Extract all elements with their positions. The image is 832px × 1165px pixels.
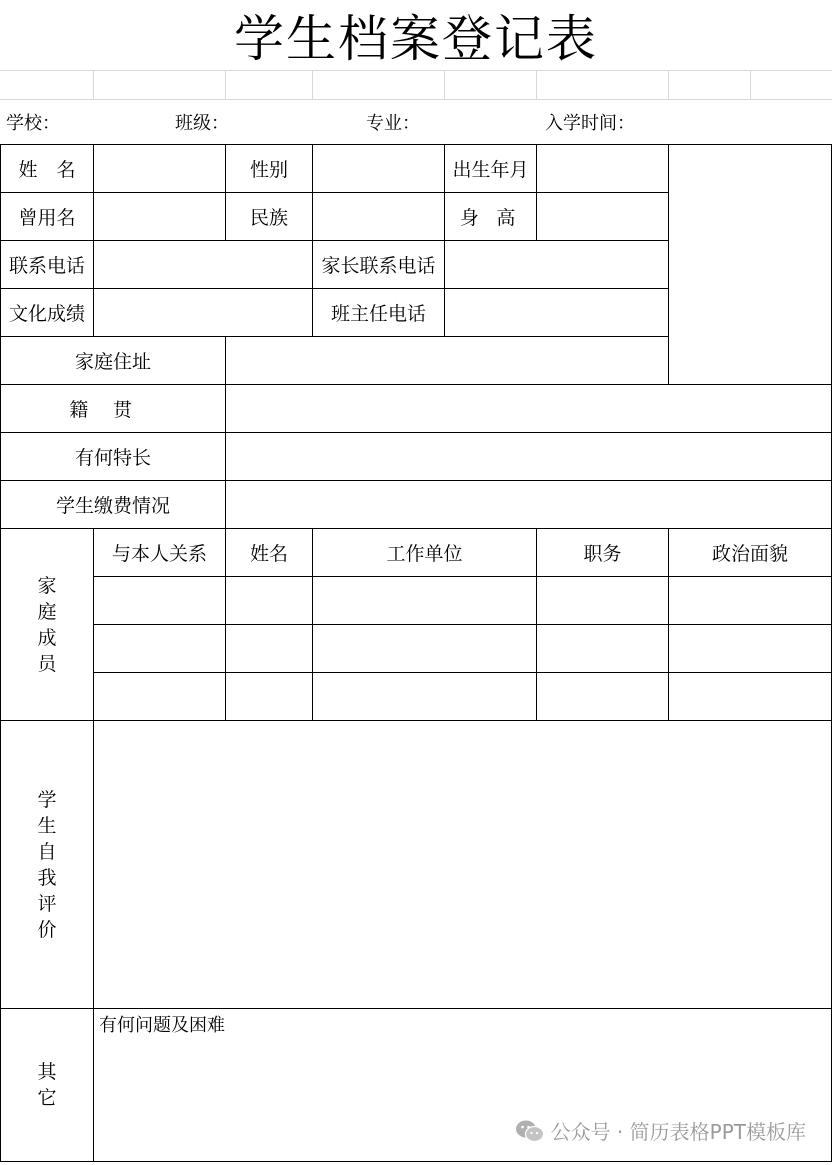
other-label: 其它	[1, 1009, 94, 1162]
family-cell[interactable]	[226, 577, 313, 625]
address-label: 家庭住址	[1, 337, 226, 385]
other-prompt: 有何问题及困难	[99, 1015, 225, 1036]
specialty-label: 有何特长	[1, 433, 226, 481]
enroll-date-label: 入学时间：	[545, 113, 635, 134]
family-cell[interactable]	[94, 673, 226, 721]
specialty-field[interactable]	[226, 433, 832, 481]
school-label: 学校：	[6, 113, 60, 134]
birth-label: 出生年月	[445, 145, 537, 193]
wechat-icon	[515, 1119, 545, 1143]
ethnicity-label: 民族	[226, 193, 313, 241]
teacher-phone-label: 班主任电话	[313, 289, 445, 337]
watermark: 公众号 · 简历表格PPT模板库	[515, 1116, 806, 1145]
class-label: 班级：	[175, 113, 229, 134]
spacer-grid-row	[0, 70, 832, 100]
family-header-name: 姓名	[226, 529, 313, 577]
family-header-position: 职务	[537, 529, 669, 577]
native-place-label: 籍贯	[1, 385, 226, 433]
height-label: 身 高	[445, 193, 537, 241]
family-cell[interactable]	[313, 673, 537, 721]
name-label: 姓 名	[1, 145, 94, 193]
major-label: 专业：	[366, 113, 420, 134]
family-header-employer: 工作单位	[313, 529, 537, 577]
teacher-phone-field[interactable]	[445, 289, 669, 337]
former-name-label: 曾用名	[1, 193, 94, 241]
self-eval-label: 学生自我评价	[1, 721, 94, 1009]
name-field[interactable]	[94, 145, 226, 193]
family-label: 家庭成员	[1, 529, 94, 721]
phone-field[interactable]	[94, 241, 313, 289]
family-cell[interactable]	[313, 625, 537, 673]
former-name-field[interactable]	[94, 193, 226, 241]
family-header-political: 政治面貌	[669, 529, 832, 577]
family-cell[interactable]	[94, 625, 226, 673]
registration-form-table	[0, 144, 832, 1162]
fees-label: 学生缴费情况	[1, 481, 226, 529]
family-cell[interactable]	[669, 673, 832, 721]
photo-box[interactable]	[669, 145, 832, 385]
family-cell[interactable]	[313, 577, 537, 625]
fees-field[interactable]	[226, 481, 832, 529]
family-cell[interactable]	[537, 625, 669, 673]
family-cell[interactable]	[226, 673, 313, 721]
parent-phone-label: 家长联系电话	[313, 241, 445, 289]
native-place-field[interactable]	[226, 385, 832, 433]
family-cell[interactable]	[537, 577, 669, 625]
family-cell[interactable]	[669, 625, 832, 673]
family-cell[interactable]	[94, 577, 226, 625]
grades-label: 文化成绩	[1, 289, 94, 337]
address-field[interactable]	[226, 337, 669, 385]
gender-field[interactable]	[313, 145, 445, 193]
ethnicity-field[interactable]	[313, 193, 445, 241]
parent-phone-field[interactable]	[445, 241, 669, 289]
phone-label: 联系电话	[1, 241, 94, 289]
family-cell[interactable]	[669, 577, 832, 625]
height-field[interactable]	[537, 193, 669, 241]
form-title: 学生档案登记表	[234, 10, 598, 68]
self-eval-field[interactable]	[94, 721, 832, 1009]
gender-label: 性别	[226, 145, 313, 193]
family-cell[interactable]	[226, 625, 313, 673]
grades-field[interactable]	[94, 289, 313, 337]
birth-field[interactable]	[537, 145, 669, 193]
family-cell[interactable]	[537, 673, 669, 721]
family-header-relation: 与本人关系	[94, 529, 226, 577]
